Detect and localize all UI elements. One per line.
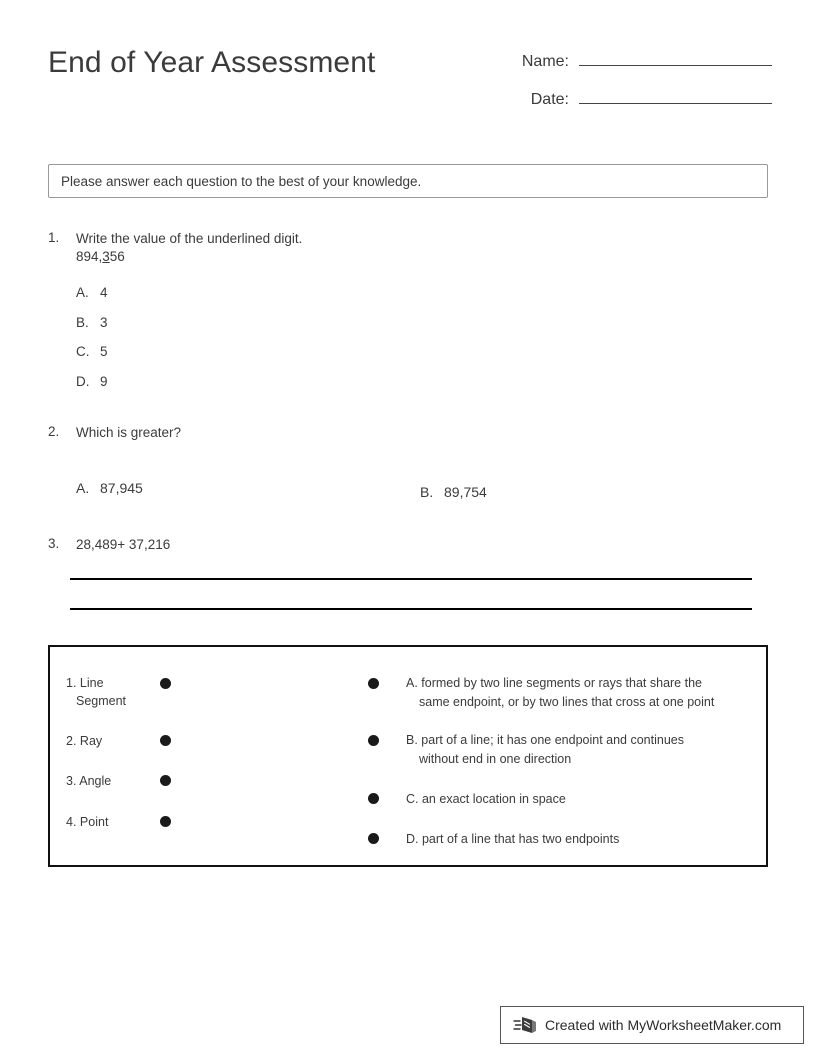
matching-left-dot-1[interactable]: [160, 678, 171, 689]
question-1-choice-b[interactable]: [76, 315, 108, 345]
matching-definition-c-line1: an exact location in space: [421, 792, 566, 806]
q2-choice-a-text: 87,945: [100, 480, 143, 496]
choice-a-letter: A.: [76, 285, 89, 300]
choice-c-text: 5: [100, 344, 108, 359]
question-1-prompt: Write the value of the underlined digit.: [76, 231, 303, 246]
matching-definition-c-letter: C.: [406, 792, 419, 806]
matching-definition-b-line1: part of a line; it has one endpoint and continues: [421, 733, 684, 747]
matching-definition-a: [406, 674, 746, 712]
date-row: [500, 86, 772, 124]
question-1-choice-d[interactable]: [76, 374, 108, 404]
question-2-prompt: Which is greater?: [76, 425, 182, 440]
matching-term-2-number: 2.: [66, 734, 77, 748]
matching-definition-a-line1: formed by two line segments or rays that share the: [421, 676, 702, 690]
matching-definition-a-letter: A.: [406, 676, 418, 690]
matching-left-dot-4[interactable]: [160, 816, 171, 827]
matching-term-4-number: 4.: [66, 815, 77, 829]
matching-term-4-label: Point: [79, 815, 109, 829]
matching-term-3-number: 3.: [66, 774, 77, 788]
choice-b-text: 3: [100, 314, 108, 330]
student-info-block: [500, 48, 772, 124]
matching-left-dot-3[interactable]: [160, 775, 171, 786]
q2-choice-b-text: 89,754: [444, 484, 487, 500]
question-2-choice-a[interactable]: [76, 480, 143, 496]
question-2: [48, 424, 768, 442]
question-3: [48, 536, 768, 554]
instruction-text: Please answer each question to the best of your knowledge.: [61, 173, 422, 189]
matching-term-2-label: Ray: [79, 734, 103, 748]
choice-a-text: 4: [100, 285, 108, 300]
answer-line-2: [70, 608, 752, 610]
choice-d-text: 9: [100, 373, 108, 389]
date-label: Date:: [530, 91, 569, 108]
choice-c-letter: C.: [76, 344, 90, 359]
name-label: Name:: [521, 53, 569, 70]
matching-definition-d-line1: part of a line that has two endpoints: [421, 832, 620, 846]
question-1: [48, 230, 768, 265]
footer-attribution-text: Created with MyWorksheetMaker.com: [545, 1017, 782, 1033]
question-1-choice-c[interactable]: [76, 344, 108, 374]
q2-choice-b-letter: B.: [420, 484, 434, 500]
question-1-choices: [76, 285, 108, 403]
expression-part-after: 56: [109, 249, 125, 264]
name-row: [500, 48, 772, 86]
matching-term-1-label-cont: Segment: [76, 694, 127, 708]
worksheet-maker-logo-icon: [513, 1013, 539, 1037]
question-3-prompt: 28,489+ 37,216: [76, 537, 171, 552]
matching-term-1-label: Line: [79, 676, 104, 690]
matching-right-dot-b[interactable]: [368, 735, 379, 746]
choice-b-letter: B.: [76, 314, 89, 330]
question-1-number: 1.: [48, 230, 60, 245]
matching-definition-c: [406, 790, 746, 809]
question-2-number: 2.: [48, 424, 60, 439]
matching-definition-d: [406, 830, 746, 849]
matching-definition-b-line2: without end in one direction: [419, 752, 572, 766]
matching-term-1-number: 1.: [66, 676, 77, 690]
matching-right-dot-d[interactable]: [368, 833, 379, 844]
answer-line-1: [70, 578, 752, 580]
matching-definition-b-letter: B.: [406, 733, 418, 747]
footer-attribution-badge[interactable]: [500, 1006, 804, 1044]
matching-term-3-label: Angle: [79, 774, 112, 788]
instruction-box: [48, 164, 768, 198]
expression-part-before: 894,: [76, 249, 103, 264]
question-2-choice-b[interactable]: [420, 484, 487, 500]
date-input-line[interactable]: [579, 86, 772, 104]
matching-left-dot-2[interactable]: [160, 735, 171, 746]
name-input-line[interactable]: [579, 48, 772, 66]
matching-definition-a-line2: same endpoint, or by two lines that cross at one point: [419, 695, 715, 709]
matching-exercise-box: [48, 645, 768, 867]
page-title: End of Year Assessment: [48, 46, 376, 79]
question-1-expression: [76, 248, 768, 265]
q2-choice-a-letter: A.: [76, 480, 90, 496]
choice-d-letter: D.: [76, 373, 90, 389]
question-1-choice-a[interactable]: [76, 285, 108, 315]
matching-definition-d-letter: D.: [406, 832, 419, 846]
matching-right-dot-c[interactable]: [368, 793, 379, 804]
matching-definition-b: [406, 731, 746, 769]
expression-underlined-digit: 3: [102, 249, 110, 264]
matching-right-dot-a[interactable]: [368, 678, 379, 689]
question-3-number: 3.: [48, 536, 60, 551]
